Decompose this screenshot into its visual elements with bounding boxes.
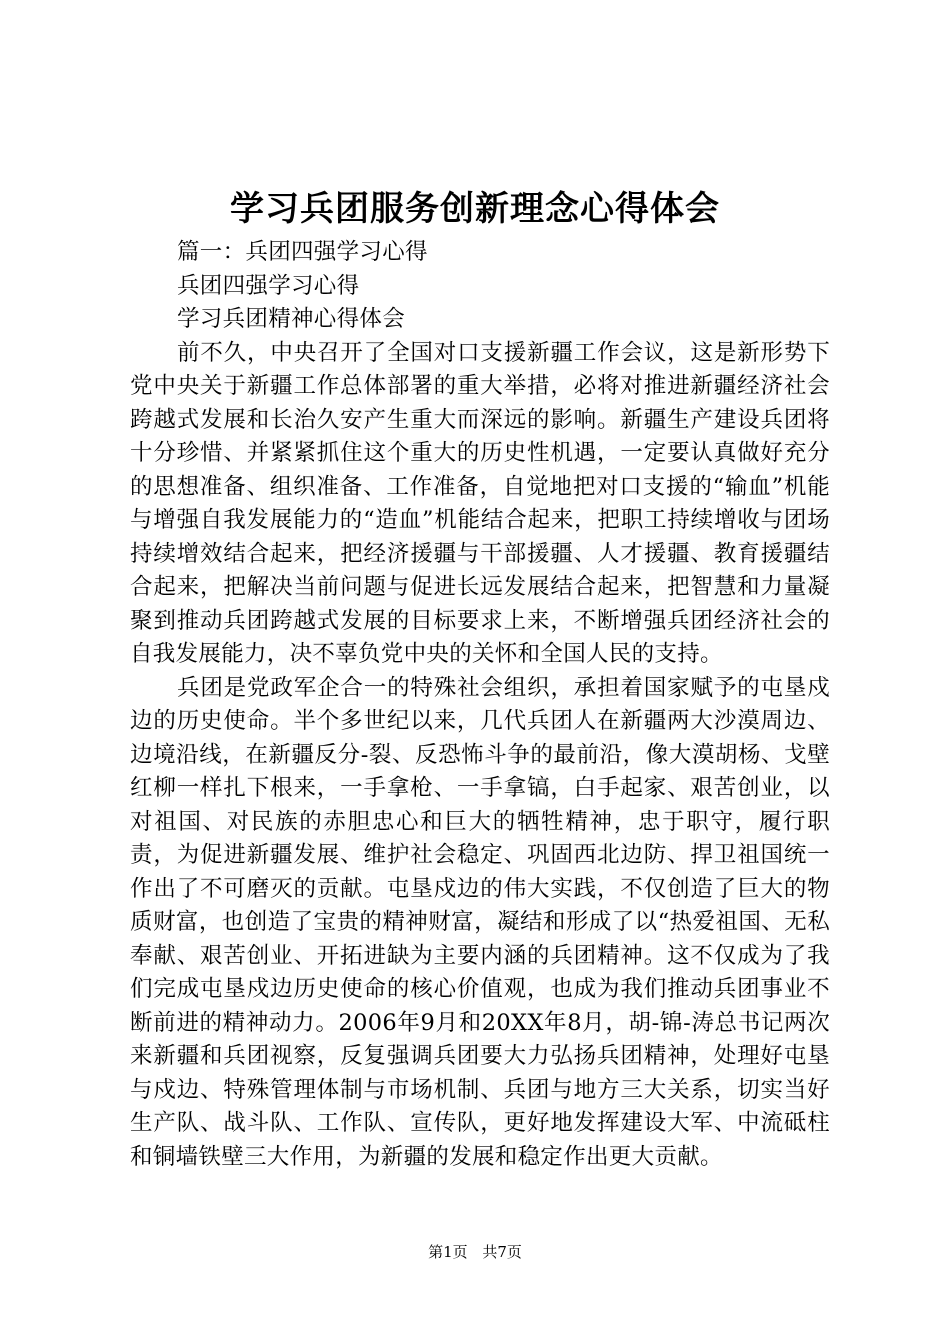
body-paragraph: 兵团是党政军企合一的特殊社会组织，承担着国家赋予的屯垦戍边的历史使命。半个多世纪以来，几代兵团人在新疆两大沙漠周边、边境沿线，在新疆反分-裂、反恐怖斗争的最前沿，像大漠胡杨、戈壁红柳一样扎下根来，一手拿枪、一手拿镐，白手起家、艰苦创业，以对祖国、对民族的赤胆忠心和巨大的牺牲精神，忠于职守，履行职责，为促进新疆发展、维护社会稳定、巩固西北边防、捍卫祖国统一作出了不可磨灭的贡献。屯垦戍边的伟大实践，不仅创造了巨大的物质财富，也创造了宝贵的精神财富，凝结和形成了以“热爱祖国、无私奉献、艰苦创业、开拓进缺为主要内涵的兵团精神。这不仅成为了我们完成屯垦戍边历史使命的核心价值观，也成为我们推动兵团事业不断前进的精神动力。2006年9月和20XX年8月，胡-锦-涛总书记两次来新疆和兵团视察，反复强调兵团要大力弘扬兵团精神，处理好屯垦与戍边、特殊管理体制与市场机制、兵团与地方三大关系，切实当好生产队、战斗队、工作队、宣传队，更好地发挥建设大军、中流砥柱和铜墙铁壁三大作用，为新疆的发展和稳定作出更大贡献。 [130, 674, 830, 1170]
document-title: 学习兵团服务创新理念心得体会 [230, 189, 720, 229]
subheading: 学习兵团精神心得体会 [177, 306, 406, 332]
page-total: 共7页 [482, 1243, 522, 1261]
subheading: 兵团四强学习心得 [177, 272, 360, 299]
section-heading: 篇一：兵团四强学习心得 [177, 239, 428, 265]
document-body [130, 236, 830, 1174]
page-footer [0, 1240, 950, 1264]
body-paragraph: 前不久，中央召开了全国对口支援新疆工作会议，这是新形势下党中央关于新疆工作总体部署的重大举措，必将对推进新疆经济社会跨越式发展和长治久安产生重大而深远的影响。新疆生产建设兵团将十分珍惜、并紧紧抓住这个重大的历史性机遇，一定要认真做好充分的思想准备、组织准备、工作准备，自觉地把对口支援的“输血”机能与增强自我发展能力的“造血”机能结合起来，把职工持续增收与团场持续增效结合起来，把经济援疆与干部援疆、人才援疆、教育援疆结合起来，把解决当前问题与促进长远发展结合起来，把智慧和力量凝聚到推动兵团跨越式发展的目标要求上来，不断增强兵团经济社会的自我发展能力，决不辜负党中央的关怀和全国人民的支持。 [130, 339, 830, 667]
page-number: 第1页 [428, 1243, 468, 1261]
